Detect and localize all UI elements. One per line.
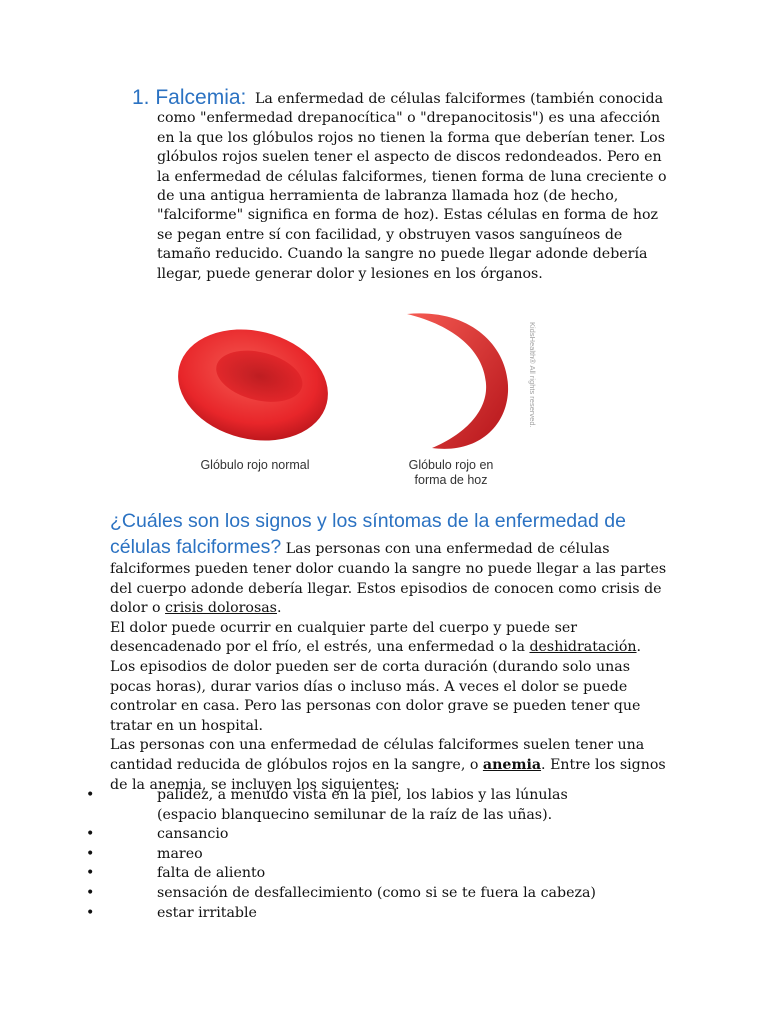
list-item xyxy=(0,864,627,884)
list-item xyxy=(0,884,627,904)
list-item xyxy=(0,904,627,924)
sickle-cell-icon xyxy=(407,313,508,448)
watermark: KidsHealth® All rights reserved. xyxy=(528,322,537,428)
p2-start: El dolor puede ocurrir en cualquier parte del cuerpo y puede ser desencadenado por el frío, el estrés, una enfermedad o la xyxy=(110,619,578,656)
section-falcemia xyxy=(132,86,677,284)
list-item-text: sensación de desfallecimiento (como si se te fuera la cabeza) xyxy=(157,884,596,901)
bullet-icon: • xyxy=(86,845,95,862)
bullet-icon: • xyxy=(86,865,95,882)
section-body: La enfermedad de células falciformes (también conocida como "enfermedad drepanocítica" o "drepanocitosis") es una afección en la que los glóbulos rojos no tienen la forma que deberían tener. Los glóbulos rojos suelen tener el aspecto de discos redondeados. Pero en la enfermedad de células falciformes, tienen forma de luna creciente o de una antigua herramienta de labranza llamada hoz (de hecho, "falciforme" significa en forma de hoz). Estas células en forma de hoz se pegan entre sí con facilidad, y obstruyen vasos sanguíneos de tamaño reducido. Cuando la sangre no puede llegar adonde debería llegar, puede generar dolor y lesiones en los órganos. xyxy=(157,91,667,282)
bullet-icon: • xyxy=(86,787,95,803)
normal-cell-icon xyxy=(166,314,340,456)
list-item-text: cansancio xyxy=(157,826,229,843)
list-item-text: palidez, a menudo vista en la piel, los labios y las lúnulas (espacio blanquecino semilunar de la raíz de las uñas). xyxy=(157,787,568,823)
p1-lead: Las personas con una enfermedad de células falciformes pueden tener dolor cuando la sangre no puede llegar a las partes del cuerpo adonde debería llegar. Estos episodios de conocen como crisis de dolor o xyxy=(110,541,667,617)
list-item-text: estar irritable xyxy=(157,904,257,921)
section-signs xyxy=(110,508,670,795)
p3-start: Las personas con una enfermedad de células falciformes suelen tener una cantidad reducida de glóbulos rojos en la sangre, o xyxy=(110,737,645,773)
signs-paragraph-2 xyxy=(110,619,670,737)
list-item xyxy=(0,786,627,825)
caption-sickle-line1: Glóbulo rojo en xyxy=(408,458,494,472)
bullet-icon: • xyxy=(86,884,95,901)
bullet-icon: • xyxy=(86,904,95,921)
p3-end: . Entre los signos de la anemia, se incluyen los siguientes: xyxy=(110,756,666,793)
section-heading: ¿Cuáles son los signos y los síntomas de la enfermedad de células falciformes? xyxy=(110,510,626,558)
cells-figure xyxy=(160,300,580,490)
bullet-icon: • xyxy=(86,826,95,843)
caption-sickle-line2: forma de hoz xyxy=(414,473,488,487)
list-item xyxy=(0,845,627,865)
caption-normal: Glóbulo rojo normal xyxy=(200,458,310,472)
section-title: 1. Falcemia: xyxy=(132,86,247,109)
list-item-text: falta de aliento xyxy=(157,865,266,882)
p1-end: . xyxy=(276,600,282,617)
caption-sickle xyxy=(386,458,516,488)
signs-paragraph-1 xyxy=(110,508,670,619)
anemia-signs-list xyxy=(0,786,768,923)
list-item xyxy=(0,825,627,845)
link-anemia[interactable]: anemia xyxy=(482,756,542,773)
link-deshidratacion[interactable]: deshidratación xyxy=(529,639,637,656)
link-crisis-dolorosas[interactable]: crisis dolorosas xyxy=(165,600,277,617)
p2-end: . Los episodios de dolor pueden ser de corta duración (durando solo unas pocas horas), durar varios días o incluso más. A veces el dolor se puede controlar en casa. Pero las personas con dolor grave se pueden tener que tratar en un hospital. xyxy=(110,639,642,734)
cells-illustration xyxy=(160,300,580,460)
list-item-text: mareo xyxy=(157,845,203,862)
